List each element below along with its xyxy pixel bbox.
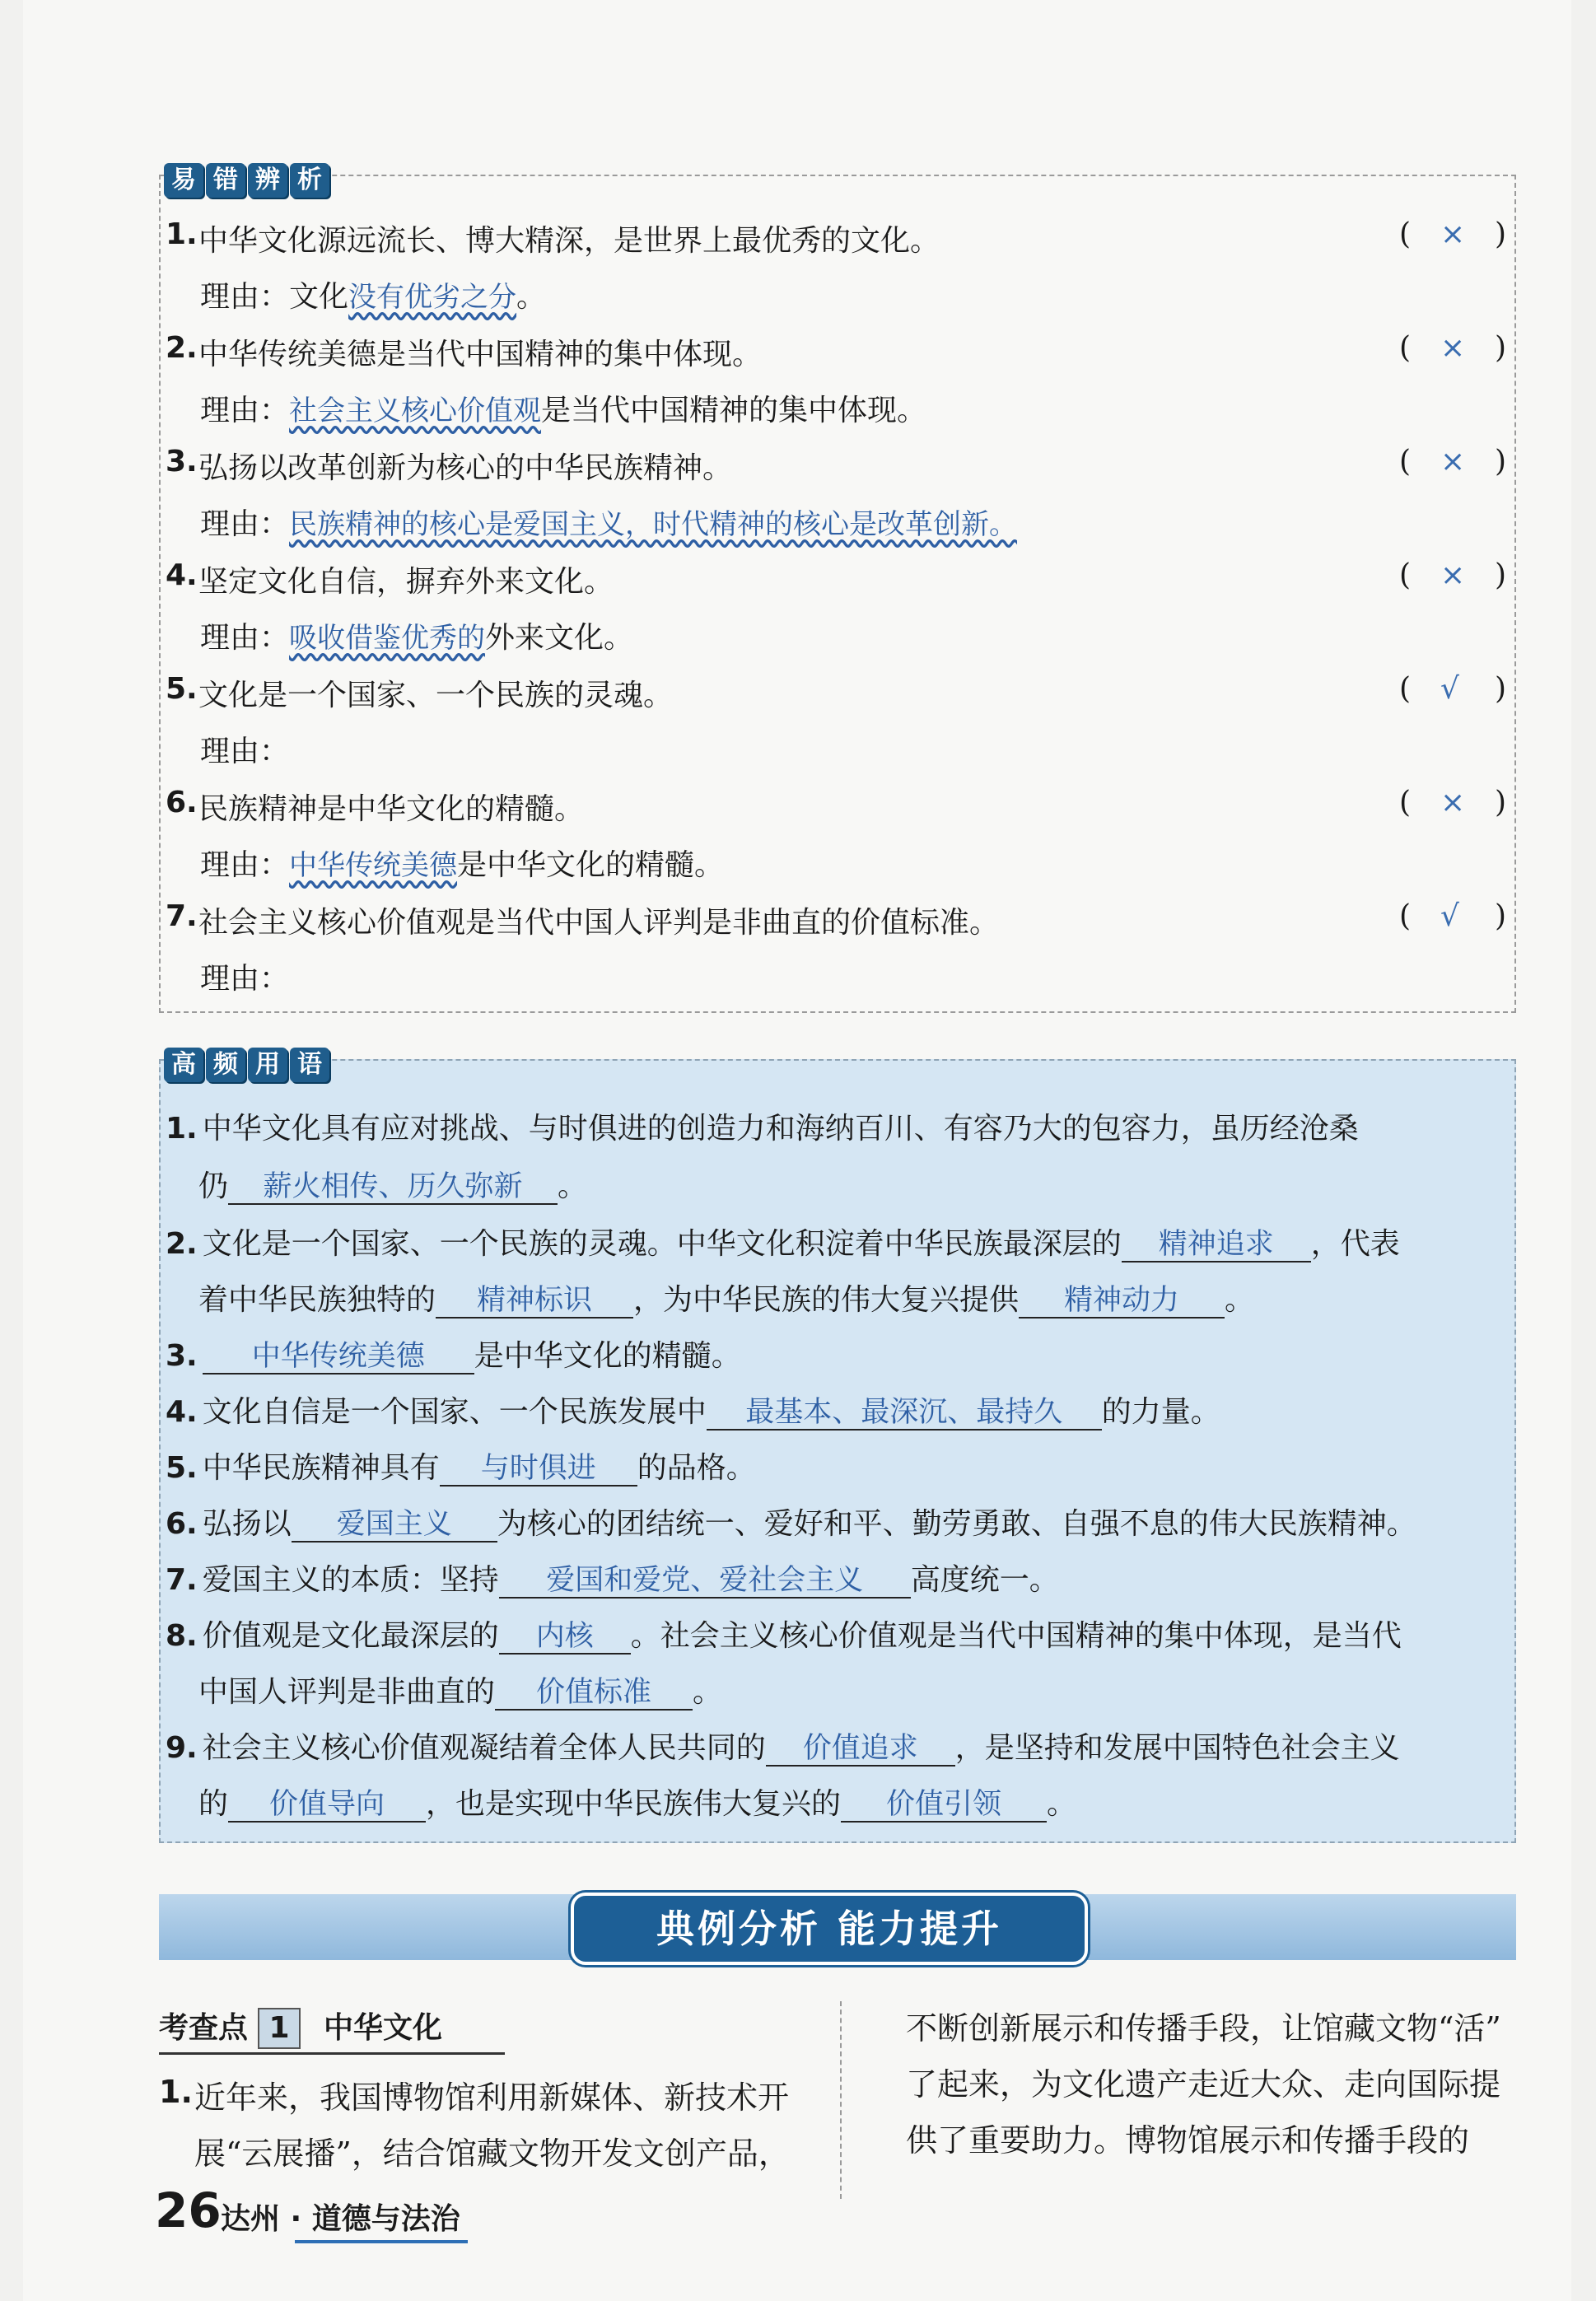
phrase-text: 弘扬以 [202, 1507, 292, 1541]
phrase-5 [166, 1445, 756, 1487]
judgment-answer: × [1440, 331, 1466, 365]
paren-open: ( [1399, 331, 1412, 365]
reason-handwritten: 社会主义核心价值观 [289, 394, 542, 427]
phrase-text: 的力量。 [1101, 1395, 1220, 1429]
phrase-text: 中华文化具有应对挑战、与时俱进的创造力和海纳百川、有容乃大的包容力，虽历经沧桑 [202, 1112, 1359, 1146]
paren-close: ) [1494, 558, 1506, 592]
key-phrases-tag [164, 1048, 329, 1082]
phrase-text: 为核心的团结统一、爱好和平、勤劳勇敢、自强不息的伟大民族精神。 [497, 1507, 1416, 1541]
fill-blank: 最基本、最深沉、最持久 [707, 1397, 1102, 1431]
phrase-text: 着中华民族独特的 [198, 1283, 436, 1317]
phrase-text: 是中华文化的精髓。 [474, 1339, 741, 1373]
fill-blank: 价值引领 [841, 1789, 1047, 1823]
phrase-text: 。社会主义核心价值观是当代中国精神的集中体现，是当代 [630, 1619, 1402, 1653]
page [23, 0, 1571, 2301]
phrase-8-line-b [198, 1669, 722, 1711]
tag-char: 错 [206, 163, 245, 198]
paren-close: ) [1494, 786, 1506, 819]
footer-title: 达州 · 道德与法治 [221, 2202, 460, 2236]
tag-char: 析 [290, 163, 329, 198]
item-statement: 民族精神是中华文化的精髓。 [198, 792, 585, 826]
phrase-number: 7. [166, 1563, 198, 1597]
item-number: 2. [166, 331, 198, 365]
reason-suffix: 。 [516, 280, 547, 314]
reason-label: 理由： [200, 507, 290, 541]
fill-blank: 薪火相传、历久弥新 [228, 1171, 558, 1205]
phrase-text: 的 [198, 1787, 229, 1821]
paren-open: ( [1399, 672, 1412, 706]
fill-blank: 精神标识 [436, 1285, 633, 1319]
reason-line [200, 842, 724, 884]
fill-blank: 中华传统美德 [203, 1341, 474, 1375]
phrase-text: ，也是实现中华民族伟大复兴的 [426, 1787, 842, 1821]
phrase-text: 的品格。 [637, 1451, 756, 1485]
reason-line [200, 614, 633, 656]
fill-blank: 价值标准 [495, 1677, 693, 1711]
judgment-answer: × [1440, 786, 1466, 819]
reason-handwritten: 民族精神的核心是爱国主义，时代精神的核心是改革创新。 [289, 508, 1018, 541]
item-statement: 文化是一个国家、一个民族的灵魂。 [198, 679, 674, 712]
item-statement: 社会主义核心价值观是当代中国人评判是非曲直的价值标准。 [198, 906, 1000, 940]
phrase-9-line-b [198, 1781, 1076, 1823]
phrase-text: 。 [1047, 1787, 1077, 1821]
banner-title: 典例分析 能力提升 [571, 1893, 1088, 1965]
phrase-number: 2. [166, 1227, 198, 1261]
reason-line [200, 273, 546, 315]
divider [159, 2052, 505, 2055]
phrase-1-line-a [166, 1105, 1359, 1147]
phrase-7 [166, 1557, 1059, 1599]
phrase-6 [166, 1501, 1416, 1543]
phrase-text: ，为中华民族的伟大复兴提供 [633, 1283, 1020, 1317]
reason-prefix: 文化 [289, 280, 349, 314]
phrase-2-line-b [198, 1277, 1254, 1319]
phrase-text: ，代表 [1310, 1227, 1400, 1261]
reason-label: 理由： [200, 394, 290, 427]
phrase-4 [166, 1389, 1220, 1431]
phrase-number: 9. [166, 1731, 198, 1765]
paren-open: ( [1399, 445, 1412, 478]
item-number: 4. [166, 558, 198, 592]
exam-point-topic: 中华文化 [324, 2011, 443, 2045]
paren-close: ) [1494, 672, 1506, 706]
item-number: 6. [166, 786, 198, 819]
reason-line [200, 501, 1017, 543]
fill-blank: 内核 [499, 1621, 631, 1655]
phrase-number: 4. [166, 1395, 198, 1429]
judgment-answer: × [1440, 445, 1466, 478]
fill-blank: 精神追求 [1122, 1229, 1311, 1263]
judgment-answer: √ [1440, 672, 1459, 706]
question-left-line: 近年来，我国博物馆利用新媒体、新技术开 [194, 2079, 790, 2116]
phrase-text: 仍 [198, 1169, 229, 1203]
reason-handwritten: 吸收借鉴优秀的 [289, 622, 486, 655]
paren-open: ( [1399, 558, 1412, 592]
reason-line [200, 955, 289, 997]
judgment-answer: × [1440, 558, 1466, 592]
phrase-1-line-b [198, 1163, 587, 1205]
reason-suffix: 是中华文化的精髓。 [457, 848, 725, 882]
phrase-text: 。 [693, 1675, 723, 1709]
error-analysis-section [159, 166, 1516, 1013]
key-phrases-section [159, 1050, 1516, 1843]
tag-char: 易 [164, 163, 203, 198]
reason-label: 理由： [200, 280, 290, 314]
item-statement: 坚定文化自信，摒弃外来文化。 [198, 565, 614, 599]
footer-underline [295, 2240, 468, 2243]
fill-blank: 精神动力 [1019, 1285, 1225, 1319]
reason-label: 理由： [200, 962, 290, 996]
paren-close: ) [1494, 445, 1506, 478]
reason-line [200, 728, 289, 770]
reason-label: 理由： [200, 621, 290, 655]
phrase-9-line-a [166, 1725, 1400, 1767]
paren-close: ) [1494, 331, 1506, 365]
item-number: 1. [166, 217, 198, 251]
judgment-answer: √ [1440, 899, 1459, 933]
tag-char: 高 [164, 1048, 203, 1082]
item-number: 5. [166, 672, 198, 706]
item-statement: 弘扬以改革创新为核心的中华民族精神。 [198, 451, 733, 485]
reason-suffix: 是当代中国精神的集中体现。 [541, 394, 927, 427]
phrase-text: 社会主义核心价值观凝结着全体人民共同的 [202, 1731, 766, 1765]
reason-line [200, 387, 926, 429]
tag-char: 辨 [248, 163, 287, 198]
question-right-line: 不断创新展示和传播手段，让馆藏文物“活” [906, 2010, 1501, 2047]
paren-open: ( [1399, 786, 1412, 819]
phrase-number: 3. [166, 1339, 198, 1373]
exam-point-number: 1 [258, 2008, 301, 2049]
paren-close: ) [1494, 899, 1506, 933]
phrase-text: 爱国主义的本质：坚持 [202, 1563, 499, 1597]
item-number: 7. [166, 899, 198, 933]
paren-close: ) [1494, 217, 1506, 251]
judgment-answer: × [1440, 217, 1466, 251]
fill-blank: 爱国主义 [292, 1509, 497, 1543]
column-divider [840, 2001, 842, 2199]
page-number: 26 [155, 2182, 222, 2238]
fill-blank: 价值导向 [228, 1789, 426, 1823]
item-statement: 中华文化源远流长、博大精深，是世界上最优秀的文化。 [198, 224, 940, 258]
fill-blank: 价值追求 [766, 1733, 955, 1767]
phrase-text: 中华民族精神具有 [202, 1451, 440, 1485]
reason-handwritten: 没有优劣之分 [348, 281, 517, 314]
fill-blank: 与时俱进 [440, 1453, 637, 1487]
exam-point-heading [159, 2005, 442, 2049]
phrase-number: 5. [166, 1451, 198, 1485]
tag-char: 频 [206, 1048, 245, 1082]
tag-char: 用 [248, 1048, 287, 1082]
phrase-text: 价值观是文化最深层的 [202, 1619, 499, 1653]
phrase-2-line-a [166, 1221, 1400, 1263]
tag-char: 语 [290, 1048, 329, 1082]
paren-open: ( [1399, 899, 1412, 933]
reason-handwritten: 中华传统美德 [289, 849, 458, 882]
phrase-text: 文化是一个国家、一个民族的灵魂。中华文化积淀着中华民族最深层的 [202, 1227, 1122, 1261]
question-left-line: 展“云展播”，结合馆藏文物开发文创产品， [194, 2135, 790, 2172]
reason-suffix: 外来文化。 [485, 621, 634, 655]
phrase-text: ，是坚持和发展中国特色社会主义 [954, 1731, 1400, 1765]
exam-point-label: 考查点 [159, 2011, 249, 2045]
phrase-number: 6. [166, 1507, 198, 1541]
question-right-line: 供了重要助力。博物馆展示和传播手段的 [906, 2122, 1470, 2159]
phrase-text: 文化自信是一个国家、一个民族发展中 [202, 1395, 707, 1429]
error-analysis-tag [164, 163, 329, 198]
phrase-number: 1. [166, 1112, 198, 1146]
phrase-text: 。 [1225, 1283, 1255, 1317]
section-banner [159, 1894, 1516, 1960]
item-statement: 中华传统美德是当代中国精神的集中体现。 [198, 338, 763, 371]
phrase-3 [166, 1333, 741, 1375]
phrase-text: 中国人评判是非曲直的 [198, 1675, 496, 1709]
paren-open: ( [1399, 217, 1412, 251]
phrase-8-line-a [166, 1613, 1402, 1655]
question-number: 1. [159, 2074, 193, 2110]
phrase-number: 8. [166, 1619, 198, 1653]
reason-label: 理由： [200, 735, 290, 768]
reason-label: 理由： [200, 848, 290, 882]
question-right-line: 了起来，为文化遗产走近大众、走向国际提 [906, 2066, 1501, 2103]
item-number: 3. [166, 445, 198, 478]
fill-blank: 爱国和爱党、爱社会主义 [499, 1565, 911, 1599]
phrase-text: 。 [558, 1169, 588, 1203]
phrase-text: 高度统一。 [910, 1563, 1059, 1597]
